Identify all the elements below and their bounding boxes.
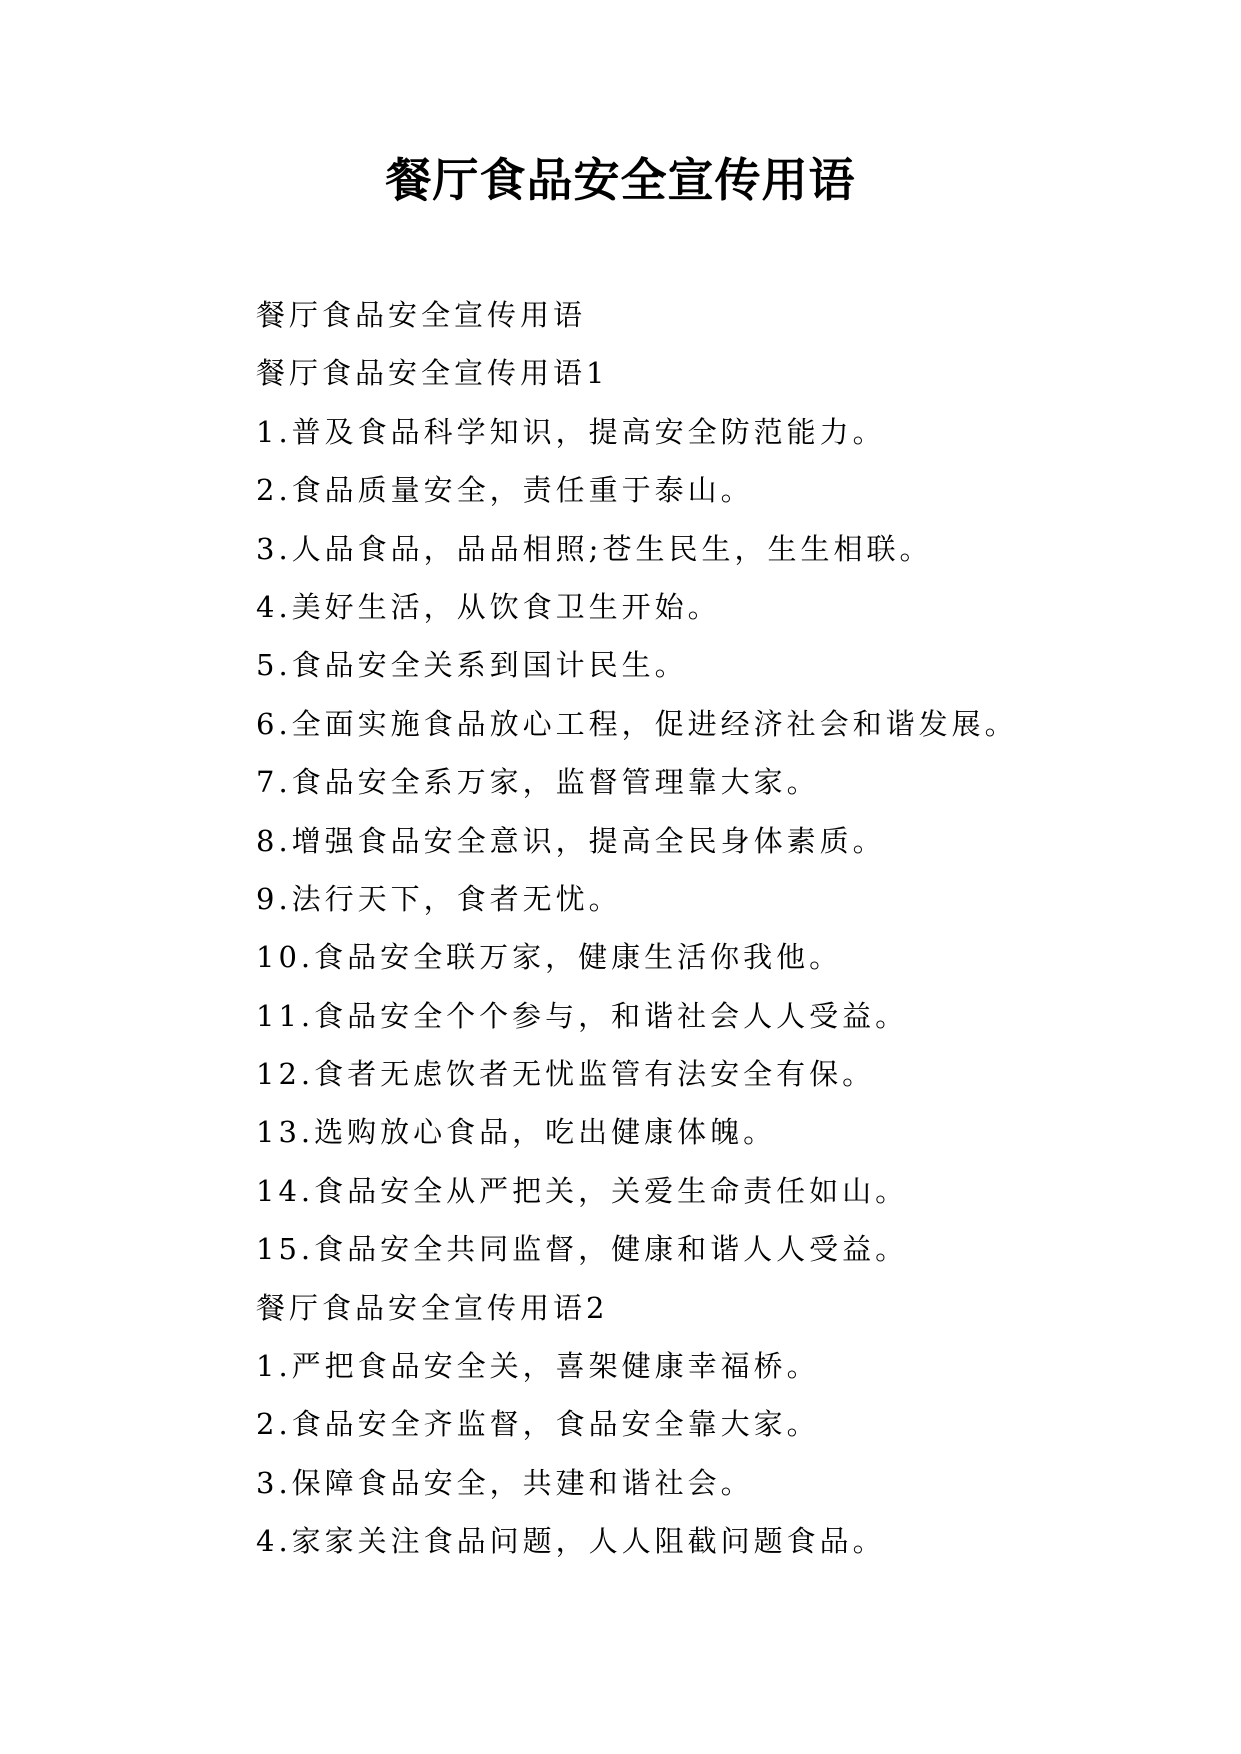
body-line: 12.食者无虑饮者无忧监管有法安全有保。 — [256, 1057, 876, 1092]
body-line: 2.食品质量安全，责任重于泰山。 — [256, 473, 754, 508]
body-line: 11.食品安全个个参与，和谐社会人人受益。 — [256, 998, 909, 1033]
body-line: 3.保障食品安全，共建和谐社会。 — [256, 1465, 754, 1500]
body-line: 4.家家关注食品问题，人人阻截问题食品。 — [256, 1524, 886, 1559]
body-line: 14.食品安全从严把关，关爱生命责任如山。 — [256, 1173, 909, 1208]
body-line: 13.选购放心食品，吃出健康体魄。 — [256, 1115, 777, 1150]
document-body — [256, 286, 1156, 1571]
document-title: 餐厅食品安全宣传用语 — [385, 153, 856, 207]
body-line: 6.全面实施食品放心工程，促进经济社会和谐发展。 — [256, 706, 1018, 741]
body-line: 7.食品安全系万家，监督管理靠大家。 — [256, 765, 820, 800]
body-line: 2.食品安全齐监督，食品安全靠大家。 — [256, 1407, 820, 1442]
body-line: 15.食品安全共同监督，健康和谐人人受益。 — [256, 1232, 909, 1267]
body-line: 餐厅食品安全宣传用语1 — [256, 356, 609, 391]
body-line: 5.食品安全关系到国计民生。 — [256, 648, 688, 683]
body-line: 4.美好生活，从饮食卫生开始。 — [256, 589, 721, 624]
body-line: 餐厅食品安全宣传用语 — [256, 298, 587, 332]
body-line: 9.法行天下，食者无忧。 — [256, 881, 622, 916]
body-line: 10.食品安全联万家，健康生活你我他。 — [256, 940, 843, 975]
body-line: 餐厅食品安全宣传用语2 — [256, 1290, 609, 1325]
body-line: 1.严把食品安全关，喜架健康幸福桥。 — [256, 1349, 820, 1384]
body-line: 1.普及食品科学知识，提高安全防范能力。 — [256, 414, 886, 449]
body-line: 3.人品食品，品品相照;苍生民生，生生相联。 — [256, 531, 933, 566]
body-line: 8.增强食品安全意识，提高全民身体素质。 — [256, 823, 886, 858]
